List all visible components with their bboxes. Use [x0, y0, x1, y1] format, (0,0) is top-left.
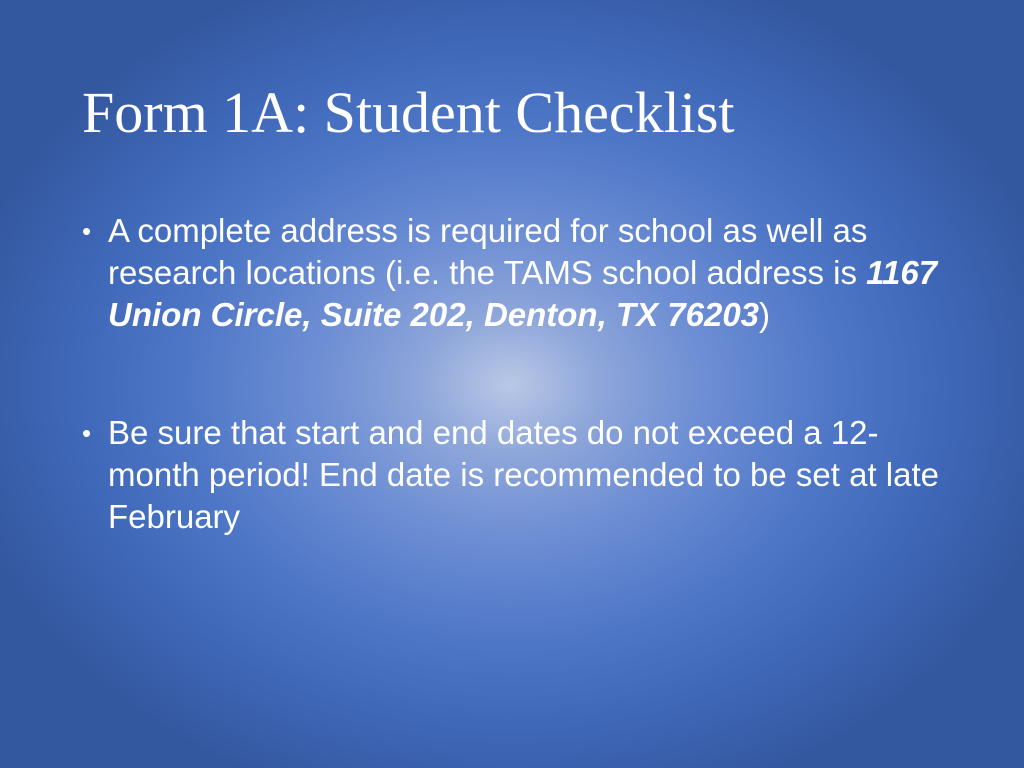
bullet-text-address-close: ) [759, 296, 771, 333]
bullet-list [82, 210, 962, 538]
bullet-item-address [82, 210, 962, 336]
bullet-text-address-intro: A complete address is required for school as well as research locations (i.e. the TAMS school address is [108, 212, 868, 291]
bullet-dot-icon: • [82, 418, 92, 448]
tams-address: 1167 Union Circle, Suite 202, Denton, TX 76203 [108, 254, 938, 333]
bullet-item-dates [82, 412, 962, 538]
bullet-dot-icon: • [82, 216, 92, 246]
bullet-text-dates: Be sure that start and end dates do not exceed a 12-month period! End date is recommended to be set at late February [108, 414, 939, 535]
slide-title: Form 1A: Student Checklist [82, 80, 735, 145]
